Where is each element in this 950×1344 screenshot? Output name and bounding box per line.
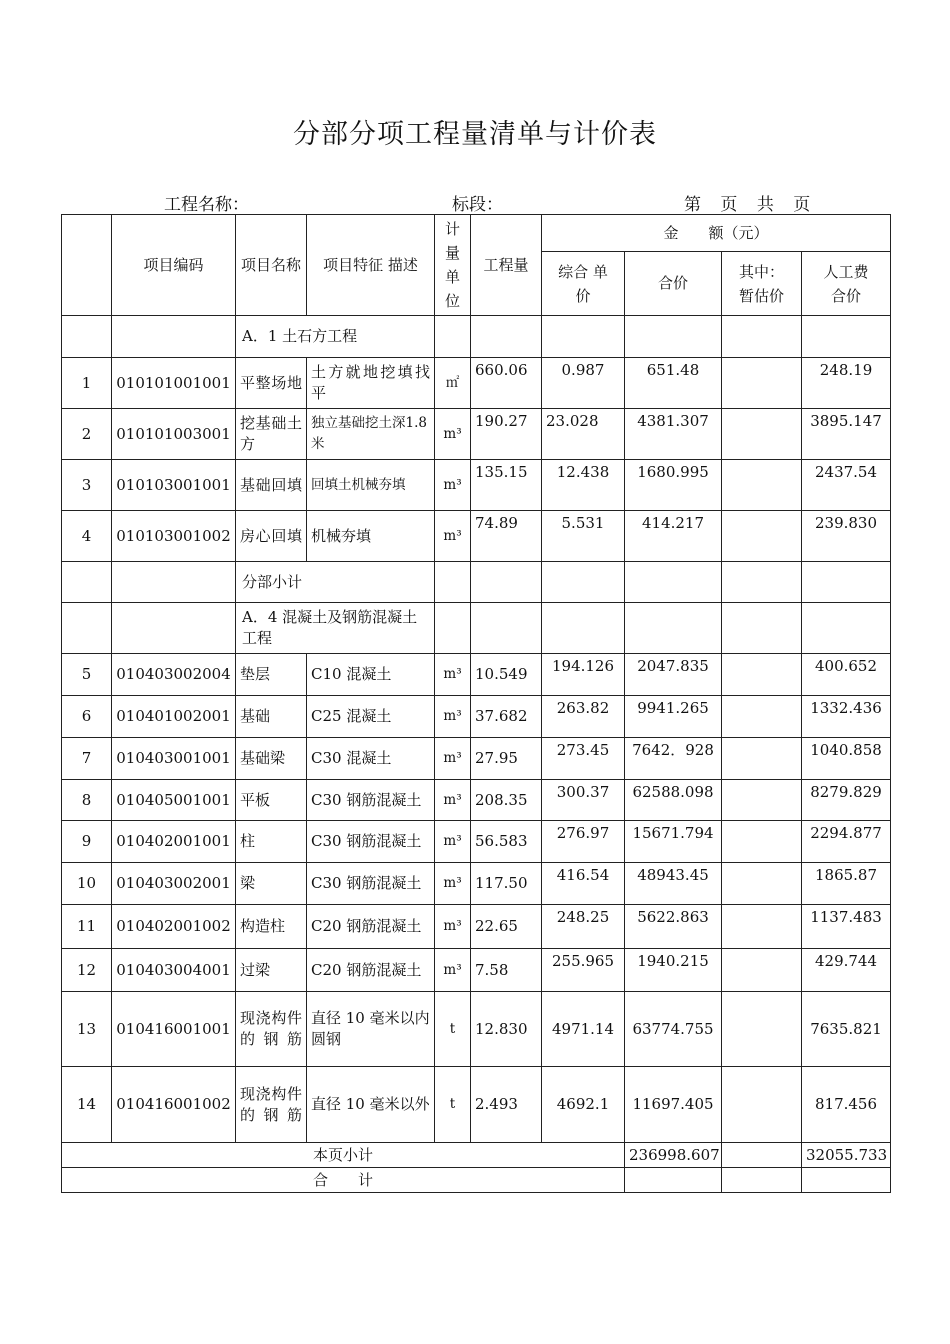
cell-provisional <box>722 992 802 1067</box>
page-label-page: 页 <box>720 195 738 215</box>
cell-code: 010402001001 <box>112 821 236 863</box>
table-row <box>62 738 891 780</box>
cell-feature: 直径 10 毫米以内圆钢 <box>307 992 435 1067</box>
cell-no: 6 <box>62 696 112 738</box>
cell-name: 过梁 <box>236 949 307 992</box>
cell-price: 255.965 <box>542 949 625 992</box>
cell-provisional <box>722 821 802 863</box>
page-subtotal-labor: 32055.733 <box>802 1143 891 1168</box>
cell-provisional <box>722 358 802 409</box>
cell-qty: 12.830 <box>471 992 542 1067</box>
cell-labor: 239.830 <box>802 511 891 562</box>
cell-code: 010403001001 <box>112 738 236 780</box>
cell-unit: m³ <box>435 654 471 696</box>
section-row <box>62 316 891 358</box>
cell-total: 15671.794 <box>625 821 722 863</box>
cell-no: 5 <box>62 654 112 696</box>
cell-unit: t <box>435 1067 471 1143</box>
cell-feature: C10 混凝土 <box>307 654 435 696</box>
cell-price: 12.438 <box>542 460 625 511</box>
cell-price: 248.25 <box>542 905 625 949</box>
section-title: A．1 土石方工程 <box>236 316 435 358</box>
cell-qty: 74.89 <box>471 511 542 562</box>
cell-name: 挖基础土方 <box>236 409 307 460</box>
header-feature: 项目特征 描述 <box>307 215 435 316</box>
cell-total: 63774.755 <box>625 992 722 1067</box>
cell-unit: m³ <box>435 905 471 949</box>
cell-total: 5622.863 <box>625 905 722 949</box>
cell-name: 垫层 <box>236 654 307 696</box>
cell-name: 平板 <box>236 780 307 821</box>
table-row <box>62 992 891 1067</box>
cell-labor: 1332.436 <box>802 696 891 738</box>
cell-no: 2 <box>62 409 112 460</box>
cell-total: 62588.098 <box>625 780 722 821</box>
cell-no: 4 <box>62 511 112 562</box>
cell-unit: m³ <box>435 511 471 562</box>
cell-provisional <box>722 905 802 949</box>
cell-code: 010101001001 <box>112 358 236 409</box>
cell-feature: 直径 10 毫米以外 <box>307 1067 435 1143</box>
cell-qty: 208.35 <box>471 780 542 821</box>
cell-provisional <box>722 949 802 992</box>
cell-feature: C30 混凝土 <box>307 738 435 780</box>
cell-labor: 8279.829 <box>802 780 891 821</box>
cell-qty: 27.95 <box>471 738 542 780</box>
cell-name: 现浇构件的钢筋 <box>236 992 307 1067</box>
cell-price: 263.82 <box>542 696 625 738</box>
cell-unit: m³ <box>435 409 471 460</box>
table-row <box>62 358 891 409</box>
cell-unit: m³ <box>435 821 471 863</box>
table-row <box>62 460 891 511</box>
cell-feature: 机械夯填 <box>307 511 435 562</box>
bill-of-quantities-table <box>61 214 891 1193</box>
cell-provisional <box>722 738 802 780</box>
cell-qty: 7.58 <box>471 949 542 992</box>
cell-code: 010416001001 <box>112 992 236 1067</box>
cell-labor: 7635.821 <box>802 992 891 1067</box>
cell-name: 房心回填 <box>236 511 307 562</box>
cell-code: 010402001002 <box>112 905 236 949</box>
cell-feature: C30 钢筋混凝土 <box>307 821 435 863</box>
page-count-label <box>684 190 810 215</box>
cell-code: 010103001002 <box>112 511 236 562</box>
cell-qty: 56.583 <box>471 821 542 863</box>
cell-no: 12 <box>62 949 112 992</box>
table-row <box>62 905 891 949</box>
cell-code: 010403002001 <box>112 863 236 905</box>
cell-total: 1680.995 <box>625 460 722 511</box>
cell-unit: m³ <box>435 780 471 821</box>
cell-price: 4971.14 <box>542 992 625 1067</box>
cell-feature: 独立基础挖土深1.8 米 <box>307 409 435 460</box>
cell-price: 23.028 <box>542 409 625 460</box>
section-subtotal-label: 分部小计 <box>236 562 435 603</box>
cell-no: 13 <box>62 992 112 1067</box>
page-subtotal-row <box>62 1143 891 1168</box>
cell-labor: 400.652 <box>802 654 891 696</box>
cell-labor: 1865.87 <box>802 863 891 905</box>
cell-price: 4692.1 <box>542 1067 625 1143</box>
cell-feature: 回填土机械夯填 <box>307 460 435 511</box>
cell-feature: C30 钢筋混凝土 <box>307 780 435 821</box>
header-amount-group: 金 额（元） <box>542 215 891 252</box>
cell-name: 基础梁 <box>236 738 307 780</box>
table-row <box>62 821 891 863</box>
table-row <box>62 696 891 738</box>
cell-price: 5.531 <box>542 511 625 562</box>
section-title: A．4 混凝土及钢筋混凝土工程 <box>236 603 435 654</box>
cell-unit: m³ <box>435 949 471 992</box>
cell-total: 9941.265 <box>625 696 722 738</box>
table-row <box>62 409 891 460</box>
cell-name: 柱 <box>236 821 307 863</box>
page-label-total: 共 <box>756 195 774 215</box>
cell-provisional <box>722 460 802 511</box>
cell-price: 276.97 <box>542 821 625 863</box>
cell-no: 10 <box>62 863 112 905</box>
cell-labor: 817.456 <box>802 1067 891 1143</box>
cell-total: 7642．928 <box>625 738 722 780</box>
cell-total: 651.48 <box>625 358 722 409</box>
table-row <box>62 863 891 905</box>
cell-no: 3 <box>62 460 112 511</box>
cell-feature: C20 钢筋混凝土 <box>307 949 435 992</box>
cell-name: 梁 <box>236 863 307 905</box>
cell-qty: 660.06 <box>471 358 542 409</box>
grand-total-label: 合 计 <box>62 1168 625 1193</box>
header-provisional: 其中：暂估价 <box>722 252 802 316</box>
section-label: 标段： <box>452 195 503 215</box>
cell-labor: 3895.147 <box>802 409 891 460</box>
cell-no: 11 <box>62 905 112 949</box>
cell-name: 平整场地 <box>236 358 307 409</box>
cell-no: 7 <box>62 738 112 780</box>
cell-code: 010416001002 <box>112 1067 236 1143</box>
cell-qty: 37.682 <box>471 696 542 738</box>
cell-labor: 1040.858 <box>802 738 891 780</box>
cell-unit: m³ <box>435 738 471 780</box>
cell-labor: 2437.54 <box>802 460 891 511</box>
cell-qty: 117.50 <box>471 863 542 905</box>
header-unit: 计量单位 <box>435 215 471 316</box>
cell-total: 4381.307 <box>625 409 722 460</box>
cell-labor: 429.744 <box>802 949 891 992</box>
table-row <box>62 654 891 696</box>
cell-code: 010103001001 <box>112 460 236 511</box>
table-row <box>62 949 891 992</box>
header-code: 项目编码 <box>112 215 236 316</box>
cell-no: 8 <box>62 780 112 821</box>
cell-provisional <box>722 654 802 696</box>
page-label-pages: 页 <box>793 195 811 215</box>
header-unit-price: 综合 单价 <box>542 252 625 316</box>
page-subtotal-label: 本页小计 <box>62 1143 625 1168</box>
header-quantity: 工程量 <box>471 215 542 316</box>
cell-price: 194.126 <box>542 654 625 696</box>
cell-total: 11697.405 <box>625 1067 722 1143</box>
cell-total: 414.217 <box>625 511 722 562</box>
cell-name: 基础 <box>236 696 307 738</box>
cell-qty: 190.27 <box>471 409 542 460</box>
project-name-label: 工程名称： <box>164 195 249 215</box>
cell-price: 416.54 <box>542 863 625 905</box>
cell-unit: m³ <box>435 460 471 511</box>
cell-provisional <box>722 409 802 460</box>
cell-provisional <box>722 511 802 562</box>
cell-code: 010403002004 <box>112 654 236 696</box>
cell-name: 基础回填 <box>236 460 307 511</box>
cell-code: 010405001001 <box>112 780 236 821</box>
page-subtotal-total: 236998.607 <box>625 1143 722 1168</box>
cell-no: 9 <box>62 821 112 863</box>
cell-labor: 2294.877 <box>802 821 891 863</box>
cell-code: 010401002001 <box>112 696 236 738</box>
cell-unit: ㎡ <box>435 358 471 409</box>
cell-qty: 135.15 <box>471 460 542 511</box>
cell-feature: 土方就地挖填找平 <box>307 358 435 409</box>
cell-price: 0.987 <box>542 358 625 409</box>
page-title: 分部分项工程量清单与计价表 <box>293 119 657 150</box>
cell-qty: 2.493 <box>471 1067 542 1143</box>
cell-no: 1 <box>62 358 112 409</box>
cell-price: 300.37 <box>542 780 625 821</box>
table-row <box>62 511 891 562</box>
header-labor: 人工费合价 <box>802 252 891 316</box>
cell-code: 010101003001 <box>112 409 236 460</box>
cell-provisional <box>722 780 802 821</box>
cell-name: 现浇构件的钢筋 <box>236 1067 307 1143</box>
cell-feature: C25 混凝土 <box>307 696 435 738</box>
section-subtotal-row <box>62 562 891 603</box>
cell-provisional <box>722 863 802 905</box>
cell-name: 构造柱 <box>236 905 307 949</box>
cell-feature: C30 钢筋混凝土 <box>307 863 435 905</box>
cell-total: 1940.215 <box>625 949 722 992</box>
table-row <box>62 780 891 821</box>
cell-unit: m³ <box>435 696 471 738</box>
cell-feature: C20 钢筋混凝土 <box>307 905 435 949</box>
grand-total-row <box>62 1168 891 1193</box>
cell-total: 2047.835 <box>625 654 722 696</box>
header-total: 合价 <box>625 252 722 316</box>
cell-price: 273.45 <box>542 738 625 780</box>
header-name: 项目名称 <box>236 215 307 316</box>
cell-labor: 248.19 <box>802 358 891 409</box>
page-label-first: 第 <box>684 195 701 215</box>
cell-unit: t <box>435 992 471 1067</box>
cell-unit: m³ <box>435 863 471 905</box>
cell-provisional <box>722 1067 802 1143</box>
cell-no: 14 <box>62 1067 112 1143</box>
cell-labor: 1137.483 <box>802 905 891 949</box>
cell-code: 010403004001 <box>112 949 236 992</box>
cell-provisional <box>722 696 802 738</box>
header-index <box>62 215 112 316</box>
table-row <box>62 1067 891 1143</box>
cell-total: 48943.45 <box>625 863 722 905</box>
section-row <box>62 603 891 654</box>
cell-qty: 10.549 <box>471 654 542 696</box>
cell-qty: 22.65 <box>471 905 542 949</box>
